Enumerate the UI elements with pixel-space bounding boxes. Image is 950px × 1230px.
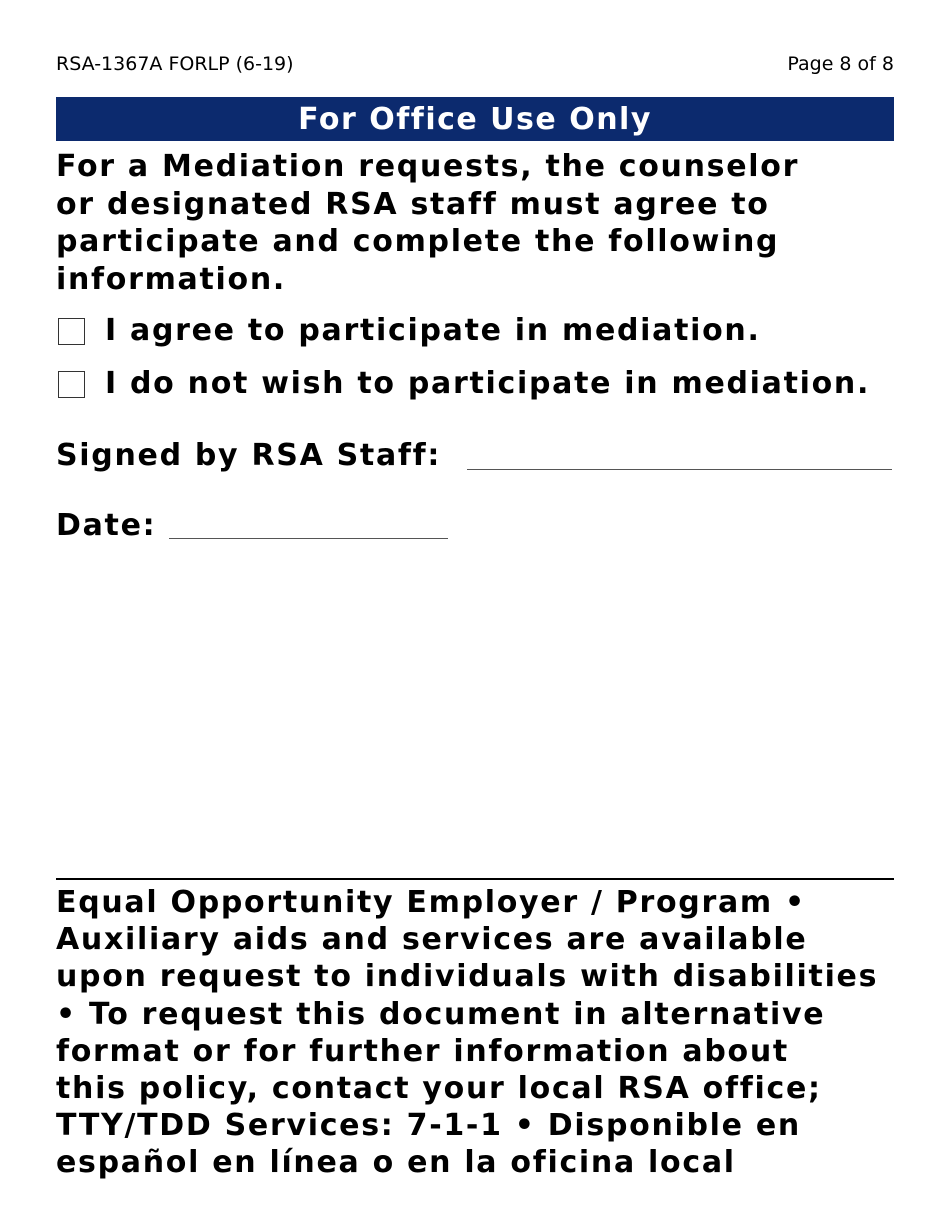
intro-line: For a Mediation requests, the counselor <box>56 149 800 184</box>
footer-divider <box>56 878 894 880</box>
intro-line: or designated RSA staff must agree to <box>56 186 770 222</box>
intro-text <box>56 148 886 298</box>
footer-line: format or for further information about <box>56 1033 789 1069</box>
agree-option[interactable] <box>58 313 761 349</box>
footer-line: Auxiliary aids and services are available <box>56 922 808 958</box>
intro-line: information. <box>56 261 286 297</box>
intro-line: participate and complete the following <box>56 224 780 259</box>
footer-line: upon request to individuals with disabilities <box>56 959 879 995</box>
footer-notice <box>56 884 901 1182</box>
footer-line: TTY/TDD Services: 7-1-1 • Disponible en <box>56 1108 801 1144</box>
agree-checkbox[interactable] <box>58 318 85 345</box>
footer-line: Equal Opportunity Employer / Program • <box>56 885 806 920</box>
date-line[interactable] <box>169 538 448 539</box>
date-label: Date: <box>56 508 157 543</box>
footer-line: • To request this document in alternative <box>56 996 826 1032</box>
office-use-banner: For Office Use Only <box>56 97 894 141</box>
signed-by-label: Signed by RSA Staff: <box>56 438 442 473</box>
decline-label: I do not wish to participate in mediation. <box>105 366 871 401</box>
footer-line: español en línea o en la oficina local <box>56 1145 736 1181</box>
agree-label: I agree to participate in mediation. <box>105 313 761 348</box>
page-number: Page 8 of 8 <box>787 53 894 75</box>
footer-line: this policy, contact your local RSA office; <box>56 1071 822 1107</box>
signature-line[interactable] <box>467 469 892 470</box>
form-id: RSA-1367A FORLP (6-19) <box>56 53 294 75</box>
decline-checkbox[interactable] <box>58 371 85 398</box>
decline-option[interactable] <box>58 366 870 402</box>
